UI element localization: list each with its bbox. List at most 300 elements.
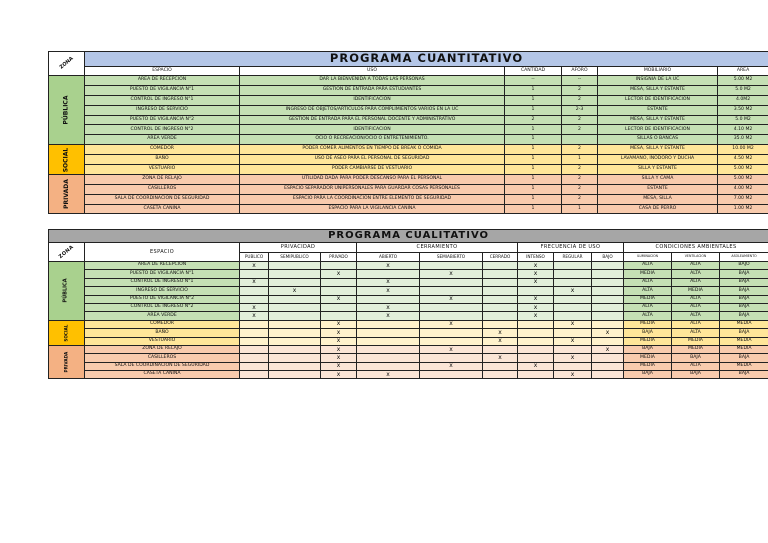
- mark-cell: [554, 312, 592, 320]
- table-row: [49, 329, 768, 337]
- mark-cell: [554, 278, 592, 286]
- cell-mobiliario: LAVAMANO, INODORO Y DUCHA: [598, 155, 718, 165]
- cell-asol: BAJA: [720, 312, 768, 320]
- cell-espacio: VESTUARIO: [85, 337, 240, 345]
- mark-cell: [420, 329, 483, 337]
- quantitative-table: [48, 51, 768, 214]
- mark-cell: [240, 345, 269, 353]
- mark-cell: [357, 270, 420, 278]
- mark-cell: [240, 329, 269, 337]
- mark-cell: [269, 362, 321, 370]
- cell-ilum: ALTA: [624, 303, 672, 311]
- table-row: [49, 320, 768, 328]
- mark-cell: [592, 320, 624, 328]
- cell-vent: ALTA: [672, 362, 720, 370]
- cell-cantidad: 1: [505, 95, 562, 105]
- mark-cell: [554, 303, 592, 311]
- cell-espacio: CASETA CANINA: [85, 204, 240, 214]
- cell-uso: GESTION DE ENTRADA PARA ESTUDIANTES: [240, 85, 505, 95]
- mark-cell: x: [240, 312, 269, 320]
- cell-espacio: PUESTO DE VIGILANCIA N°2: [85, 295, 240, 303]
- subheader-ventilacion: VENTILACION: [672, 253, 720, 262]
- mark-cell: x: [321, 320, 357, 328]
- mark-cell: x: [420, 362, 483, 370]
- subheader-privado: PRIVADO: [321, 253, 357, 262]
- subheader-intenso: INTENSO: [518, 253, 554, 262]
- header-area: AREA: [718, 67, 768, 76]
- cell-ilum: BAJA: [624, 371, 672, 379]
- mark-cell: [483, 270, 518, 278]
- subheader-bajo: BAJO: [592, 253, 624, 262]
- zone-cell-social: [49, 145, 85, 175]
- cell-vent: MEDIA: [672, 287, 720, 295]
- mark-cell: [420, 371, 483, 379]
- zone-label: PÚBLICA: [62, 95, 70, 125]
- table-row: [49, 125, 768, 135]
- cell-area: 5.00 M2: [718, 76, 768, 86]
- cell-vent: BAJA: [672, 371, 720, 379]
- cell-espacio: CASILLEROS: [85, 184, 240, 194]
- table-row: [49, 354, 768, 362]
- mark-cell: x: [554, 337, 592, 345]
- zone-label: PÚBLICA: [63, 278, 69, 303]
- mark-cell: x: [518, 312, 554, 320]
- mark-cell: x: [321, 345, 357, 353]
- cell-espacio: COMEDOR: [85, 320, 240, 328]
- cell-mobiliario: SILLA Y CAMA: [598, 174, 718, 184]
- mark-cell: [483, 303, 518, 311]
- cell-vent: ALTA: [672, 303, 720, 311]
- cell-ilum: ALTA: [624, 312, 672, 320]
- mark-cell: [420, 303, 483, 311]
- cell-uso: ESPACIO PARA LA COORDINACION ENTRE ELEMENTO DE SEGURIDAD: [240, 194, 505, 204]
- table-row: [49, 95, 768, 105]
- table-row: [49, 278, 768, 286]
- cell-espacio: CONTROL DE INGRESO N°1: [85, 95, 240, 105]
- header-condiciones: CONDICIONES AMBIENTALES: [624, 243, 768, 253]
- cell-cantidad: --: [505, 76, 562, 86]
- mark-cell: [483, 278, 518, 286]
- cell-espacio: CASILLEROS: [85, 354, 240, 362]
- subheader-publico: PUBLICO: [240, 253, 269, 262]
- cell-asol: MEDIA: [720, 362, 768, 370]
- table-row: [49, 174, 768, 184]
- cell-espacio: CASETA CANINA: [85, 371, 240, 379]
- mark-cell: x: [592, 329, 624, 337]
- header-uso: USO: [240, 67, 505, 76]
- mark-cell: x: [321, 270, 357, 278]
- mark-cell: [518, 329, 554, 337]
- table-row: [49, 155, 768, 165]
- cell-asol: BAJA: [720, 354, 768, 362]
- mark-cell: [240, 295, 269, 303]
- subheader-abierto: ABIERTO: [357, 253, 420, 262]
- mark-cell: [420, 287, 483, 295]
- cell-area: 1.00 M2: [718, 204, 768, 214]
- cell-vent: ALTA: [672, 270, 720, 278]
- mark-cell: [518, 320, 554, 328]
- mark-cell: [321, 278, 357, 286]
- cell-asol: MEDIA: [720, 345, 768, 353]
- mark-cell: [592, 278, 624, 286]
- zone-cell-privada: [49, 174, 85, 214]
- cell-ilum: MEDIA: [624, 362, 672, 370]
- cell-vent: ALTA: [672, 312, 720, 320]
- mark-cell: x: [357, 303, 420, 311]
- cell-mobiliario: MESA, SILLA Y ESTANTE: [598, 145, 718, 155]
- mark-cell: x: [420, 345, 483, 353]
- cell-area: 5.0 M2: [718, 115, 768, 125]
- mark-cell: x: [240, 278, 269, 286]
- cell-area: 7.00 M2: [718, 194, 768, 204]
- cell-ilum: MEDIA: [624, 295, 672, 303]
- zone-label: SOCIAL: [62, 147, 70, 172]
- mark-cell: x: [357, 287, 420, 295]
- table-row: [49, 337, 768, 345]
- cell-vent: MEDIA: [672, 345, 720, 353]
- cell-aforo: 2: [562, 174, 598, 184]
- cell-uso: IDENTIFICACION: [240, 95, 505, 105]
- mark-cell: x: [518, 295, 554, 303]
- mark-cell: [321, 312, 357, 320]
- cell-espacio: PUESTO DE VIGILANCIA N°1: [85, 85, 240, 95]
- mark-cell: [518, 345, 554, 353]
- cell-aforo: 2: [562, 115, 598, 125]
- table-row: [49, 145, 768, 155]
- cell-aforo: 2-3: [562, 105, 598, 115]
- cell-uso: UTILIDAD DADA PARA PODER DESCANSO PARA EL PERSONAL: [240, 174, 505, 184]
- cell-vent: BAJA: [672, 354, 720, 362]
- cell-espacio: BAÑO: [85, 329, 240, 337]
- table-row: [49, 303, 768, 311]
- cell-espacio: ZONA DE RELAJO: [85, 174, 240, 184]
- zone-cell-publica: [49, 262, 85, 321]
- table-row: [49, 312, 768, 320]
- cell-area: 4.0M2: [718, 95, 768, 105]
- cell-vent: ALTA: [672, 329, 720, 337]
- table-row: [49, 194, 768, 204]
- mark-cell: x: [518, 362, 554, 370]
- mark-cell: [483, 262, 518, 270]
- table-row: [49, 295, 768, 303]
- cell-area: 5.00 M2: [718, 165, 768, 175]
- mark-cell: [518, 371, 554, 379]
- mark-cell: [518, 337, 554, 345]
- cell-espacio: PUESTO DE VIGILANCIA N°2: [85, 115, 240, 125]
- cell-ilum: MEDIA: [624, 354, 672, 362]
- mark-cell: [483, 345, 518, 353]
- mark-cell: [592, 362, 624, 370]
- table-row: [49, 165, 768, 175]
- cell-ilum: MEDIA: [624, 270, 672, 278]
- cell-espacio: AREA VERDE: [85, 312, 240, 320]
- zona-header: [49, 52, 85, 76]
- mark-cell: x: [321, 295, 357, 303]
- mark-cell: [269, 354, 321, 362]
- cell-espacio: CONTROL DE INGRESO N°2: [85, 125, 240, 135]
- cell-cantidad: 1: [505, 105, 562, 115]
- mark-cell: [321, 287, 357, 295]
- mark-cell: x: [269, 287, 321, 295]
- mark-cell: x: [420, 320, 483, 328]
- cell-uso: GESTION DE ENTRADA PARA EL PERSONAL DOCENTE Y ADMINISTRATIVO: [240, 115, 505, 125]
- table-row: [49, 287, 768, 295]
- cell-uso: PODER CAMBIARSE DE VESTUARIO: [240, 165, 505, 175]
- cell-aforo: 2: [562, 85, 598, 95]
- table-row: [49, 76, 768, 86]
- cell-uso: INGRESO DE OBJETOS/ARTICULOS PARA COMPLIMIENTOS VARIOS EN LA UC: [240, 105, 505, 115]
- mark-cell: x: [483, 337, 518, 345]
- cell-aforo: 2: [562, 184, 598, 194]
- mark-cell: x: [420, 295, 483, 303]
- mark-cell: x: [554, 371, 592, 379]
- cell-aforo: 2: [562, 125, 598, 135]
- header-mobiliario: MOBILIARIO: [598, 67, 718, 76]
- cell-asol: BAJA: [720, 270, 768, 278]
- table-row: [49, 204, 768, 214]
- cell-uso: PODER COMER ALIMENTOS EN TIEMPO DE BREAK O COMIDA: [240, 145, 505, 155]
- mark-cell: [420, 262, 483, 270]
- cell-aforo: 2: [562, 194, 598, 204]
- mark-cell: [240, 371, 269, 379]
- mark-cell: x: [420, 270, 483, 278]
- cell-ilum: ALTA: [624, 278, 672, 286]
- mark-cell: x: [240, 303, 269, 311]
- mark-cell: [420, 354, 483, 362]
- mark-cell: x: [483, 354, 518, 362]
- table-row: [49, 262, 768, 270]
- quantitative-title: PROGRAMA CUANTITATIVO: [85, 52, 768, 67]
- cell-uso: DAR LA BIENVENIDA A TODAS LAS PERSONAS: [240, 76, 505, 86]
- cell-cantidad: 1: [505, 125, 562, 135]
- mark-cell: x: [518, 270, 554, 278]
- cell-espacio: ZONA DE RELAJO: [85, 345, 240, 353]
- cell-vent: ALTA: [672, 262, 720, 270]
- cell-ilum: MEDIA: [624, 337, 672, 345]
- qualitative-title: PROGRAMA CUALITATIVO: [49, 230, 768, 243]
- cell-cantidad: 1: [505, 184, 562, 194]
- mark-cell: x: [357, 262, 420, 270]
- mark-cell: [554, 345, 592, 353]
- header-espacio-2: ESPACIO: [85, 243, 240, 262]
- cell-espacio: CONTROL DE INGRESO N°2: [85, 303, 240, 311]
- mark-cell: [357, 329, 420, 337]
- zone-cell-social: [49, 320, 85, 345]
- mark-cell: x: [592, 345, 624, 353]
- mark-cell: [554, 362, 592, 370]
- mark-cell: x: [518, 278, 554, 286]
- cell-aforo: 2: [562, 95, 598, 105]
- mark-cell: [321, 303, 357, 311]
- cell-espacio: COMEDOR: [85, 145, 240, 155]
- mark-cell: [592, 287, 624, 295]
- cell-espacio: PUESTO DE VIGILANCIA N°1: [85, 270, 240, 278]
- mark-cell: [518, 354, 554, 362]
- table-row: [49, 184, 768, 194]
- zone-cell-publica: [49, 76, 85, 145]
- mark-cell: [321, 262, 357, 270]
- cell-cantidad: 2: [505, 115, 562, 125]
- mark-cell: [240, 362, 269, 370]
- cell-espacio: INGRESO DE SERVICIO: [85, 105, 240, 115]
- cell-uso: OCIO O RECREACION/OCIO O ENTRETENIMIENTO.: [240, 135, 505, 145]
- cell-cantidad: 1: [505, 85, 562, 95]
- table-row: [49, 105, 768, 115]
- mark-cell: [269, 371, 321, 379]
- cell-asol: BAJA: [720, 303, 768, 311]
- mark-cell: [592, 295, 624, 303]
- table-row: [49, 270, 768, 278]
- cell-aforo: 1: [562, 204, 598, 214]
- header-espacio: ESPACIO: [85, 67, 240, 76]
- table-row: [49, 345, 768, 353]
- zone-label: SOCIAL: [63, 324, 69, 342]
- cell-uso: IDENTIFICACION: [240, 125, 505, 135]
- cell-aforo: [562, 135, 598, 145]
- mark-cell: [357, 345, 420, 353]
- cell-mobiliario: INSIGNIA DE LA UC: [598, 76, 718, 86]
- mark-cell: [269, 295, 321, 303]
- mark-cell: [357, 362, 420, 370]
- mark-cell: [269, 262, 321, 270]
- mark-cell: [269, 312, 321, 320]
- table-row: [49, 85, 768, 95]
- cell-espacio: AREA DE RECEPCION: [85, 76, 240, 86]
- cell-aforo: --: [562, 76, 598, 86]
- mark-cell: [554, 329, 592, 337]
- cell-espacio: CONTROL DE INGRESO N°1: [85, 278, 240, 286]
- cell-espacio: BAÑO: [85, 155, 240, 165]
- cell-mobiliario: LECTOR DE IDENTIFICACION: [598, 95, 718, 105]
- mark-cell: [483, 312, 518, 320]
- cell-area: 5.00 M2: [718, 174, 768, 184]
- subheader-semiabierto: SEMIABIERTO: [420, 253, 483, 262]
- mark-cell: x: [321, 362, 357, 370]
- cell-ilum: BAJA: [624, 329, 672, 337]
- cell-espacio: AREA DE RECEPCION: [85, 262, 240, 270]
- cell-cantidad: 1: [505, 145, 562, 155]
- cell-area: 4.10 M2: [718, 125, 768, 135]
- mark-cell: x: [240, 262, 269, 270]
- mark-cell: x: [518, 262, 554, 270]
- cell-mobiliario: MESA, SILLA Y ESTANTE: [598, 85, 718, 95]
- cell-mobiliario: CASA DE PERRO: [598, 204, 718, 214]
- header-privacidad: PRIVACIDAD: [240, 243, 357, 253]
- cell-ilum: ALTA: [624, 287, 672, 295]
- cell-aforo: 1: [562, 155, 598, 165]
- cell-uso: ESPACIO SEPARADOR UNIPERSONALES PARA GUARDAR COSAS PERSONALES: [240, 184, 505, 194]
- cell-cantidad: 1: [505, 204, 562, 214]
- cell-asol: BAJA: [720, 371, 768, 379]
- cell-cantidad: 1: [505, 135, 562, 145]
- mark-cell: x: [357, 278, 420, 286]
- mark-cell: x: [483, 329, 518, 337]
- mark-cell: [269, 278, 321, 286]
- mark-cell: [483, 362, 518, 370]
- mark-cell: x: [357, 371, 420, 379]
- cell-asol: MEDIA: [720, 320, 768, 328]
- cell-asol: BAJA: [720, 295, 768, 303]
- header-frecuencia: FRECUENCIA DE USO: [518, 243, 624, 253]
- mark-cell: [240, 354, 269, 362]
- cell-area: 4.00 M2: [718, 184, 768, 194]
- subheader-semipublico: SEMIPUBLICO: [269, 253, 321, 262]
- subheader-iluminacion: ILUMINACION: [624, 253, 672, 262]
- cell-asol: BAJA: [720, 287, 768, 295]
- mark-cell: [483, 295, 518, 303]
- cell-espacio: SALA DE COORDINACION DE SEGURIDAD: [85, 362, 240, 370]
- mark-cell: [357, 337, 420, 345]
- mark-cell: [483, 371, 518, 379]
- cell-area: 4.50 M2: [718, 155, 768, 165]
- cell-espacio: INGRESO DE SERVICIO: [85, 287, 240, 295]
- mark-cell: x: [554, 287, 592, 295]
- cell-vent: ALTA: [672, 278, 720, 286]
- mark-cell: [592, 303, 624, 311]
- mark-cell: x: [554, 354, 592, 362]
- mark-cell: x: [357, 312, 420, 320]
- table-row: [49, 135, 768, 145]
- cell-vent: ALTA: [672, 320, 720, 328]
- cell-vent: MEDIA: [672, 337, 720, 345]
- zone-label: PRIVADA: [62, 179, 70, 210]
- mark-cell: [357, 354, 420, 362]
- mark-cell: [554, 270, 592, 278]
- mark-cell: [420, 337, 483, 345]
- mark-cell: [592, 262, 624, 270]
- zona-label: ZONA: [58, 55, 75, 71]
- mark-cell: [554, 295, 592, 303]
- mark-cell: [592, 312, 624, 320]
- mark-cell: [483, 287, 518, 295]
- mark-cell: [518, 287, 554, 295]
- table-row: [49, 371, 768, 379]
- mark-cell: [483, 320, 518, 328]
- mark-cell: [592, 354, 624, 362]
- cell-mobiliario: SILLA Y ESTANTE: [598, 165, 718, 175]
- mark-cell: [269, 345, 321, 353]
- cell-mobiliario: MESA, SILLA: [598, 194, 718, 204]
- qualitative-table: [48, 229, 768, 379]
- mark-cell: x: [321, 371, 357, 379]
- mark-cell: [269, 337, 321, 345]
- cell-aforo: 2: [562, 145, 598, 155]
- header-cerramiento: CERRAMIENTO: [357, 243, 518, 253]
- cell-cantidad: 1: [505, 174, 562, 184]
- cell-area: 10.00 M2: [718, 145, 768, 155]
- mark-cell: [240, 337, 269, 345]
- cell-cantidad: 1: [505, 155, 562, 165]
- cell-aforo: 2: [562, 165, 598, 175]
- subheader-cerrado: CERRADO: [483, 253, 518, 262]
- mark-cell: [554, 262, 592, 270]
- subheader-asoleamiento: ASOLEAMIENTO: [720, 253, 768, 262]
- cell-mobiliario: LECTOR DE IDENTIFICACION: [598, 125, 718, 135]
- mark-cell: [592, 337, 624, 345]
- mark-cell: x: [554, 320, 592, 328]
- cell-area: 3.50 M2: [718, 105, 768, 115]
- cell-ilum: BAJA: [624, 345, 672, 353]
- mark-cell: [420, 278, 483, 286]
- mark-cell: [269, 320, 321, 328]
- cell-espacio: SALA DE COORDINACION DE SEGURIDAD: [85, 194, 240, 204]
- header-cantidad: CANTIDAD: [505, 67, 562, 76]
- mark-cell: [420, 312, 483, 320]
- cell-vent: ALTA: [672, 295, 720, 303]
- cell-ilum: MEDIA: [624, 320, 672, 328]
- mark-cell: x: [321, 337, 357, 345]
- cell-mobiliario: MESA, SILLA Y ESTANTE: [598, 115, 718, 125]
